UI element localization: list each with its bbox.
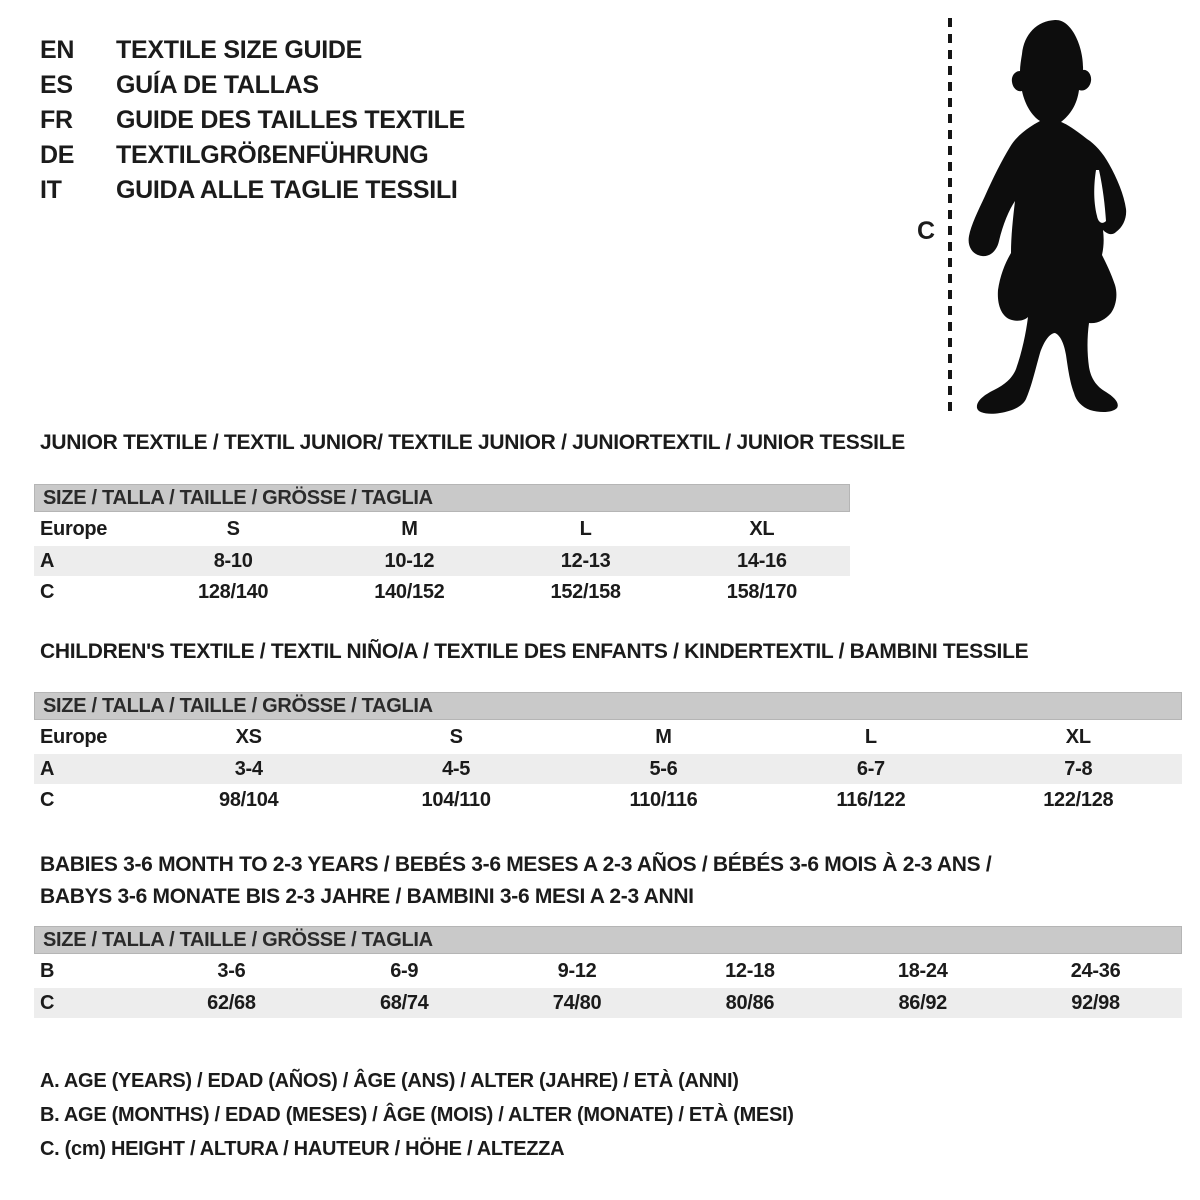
table-cell: 12-18 [725, 959, 775, 982]
table-cell: 3-6 [217, 959, 246, 982]
table-cell: 140/152 [374, 580, 445, 603]
table-cell: 116/122 [836, 788, 906, 811]
row-label: A [40, 549, 55, 572]
junior-size-table [34, 484, 850, 608]
lang-label: GUIDA ALLE TAGLIE TESSILI [116, 176, 458, 204]
row-label: C [40, 580, 55, 603]
table-cell: 98/104 [219, 788, 279, 811]
table-cell: 9-12 [557, 959, 597, 982]
table-cell: 10-12 [384, 549, 435, 572]
row-label: A [40, 757, 55, 780]
table-cell: 122/128 [1043, 788, 1114, 811]
table-cell: 92/98 [1071, 991, 1120, 1014]
table-cell: 14-16 [737, 549, 787, 572]
table-cell: 62/68 [207, 991, 256, 1014]
table-row [34, 754, 1182, 784]
table-cell: 128/140 [198, 580, 269, 603]
table-cell: 4-5 [442, 757, 471, 780]
measure-legend [40, 1064, 794, 1166]
lang-label: TEXTILE SIZE GUIDE [116, 36, 363, 64]
table-cell: 6-7 [856, 757, 885, 780]
table-cell: 6-9 [390, 959, 419, 982]
table-cell: 12-13 [560, 549, 611, 572]
legend-line-b: B. AGE (MONTHS) / EDAD (MESES) / ÂGE (MOIS) / ALTER (MONATE) / ETÀ (MESI) [40, 1104, 794, 1126]
table-row [34, 784, 1182, 816]
language-title-list [40, 33, 465, 208]
column-header: M [401, 517, 418, 540]
babies-section-title [40, 849, 1040, 913]
lang-code: EN [40, 36, 75, 64]
row-label: C [40, 991, 55, 1014]
table-cell: 74/80 [552, 991, 602, 1014]
column-header: L [579, 517, 592, 540]
children-section-title: CHILDREN'S TEXTILE / TEXTIL NIÑO/A / TEXTILE DES ENFANTS / KINDERTEXTIL / BAMBINI TESSILE [40, 640, 1029, 663]
table-cell: 3-4 [234, 757, 263, 780]
lang-code: ES [40, 71, 73, 99]
table-row [34, 720, 1182, 754]
table-cell: 24-36 [1070, 959, 1121, 982]
lang-label: GUIDE DES TAILLES TEXTILE [116, 106, 466, 134]
column-header: L [864, 725, 877, 748]
lang-code: FR [40, 106, 73, 134]
table-cell: 86/92 [898, 991, 948, 1014]
table-row [34, 546, 850, 576]
size-header-bar: SIZE / TALLA / TAILLE / GRÖSSE / TAGLIA [34, 484, 850, 512]
lang-code: IT [40, 176, 62, 204]
row-label: Europe [40, 725, 108, 748]
legend-line-c: C. (cm) HEIGHT / ALTURA / HAUTEUR / HÖHE / ALTEZZA [40, 1138, 565, 1160]
table-row [34, 988, 1182, 1018]
junior-section-title: JUNIOR TEXTILE / TEXTIL JUNIOR/ TEXTILE JUNIOR / JUNIORTEXTIL / JUNIOR TESSILE [40, 431, 905, 454]
lang-label: GUÍA DE TALLAS [116, 71, 319, 99]
height-dashed-line [948, 18, 952, 414]
column-header: XL [749, 517, 775, 540]
babies-size-table [34, 926, 1182, 1018]
column-header: XS [235, 725, 262, 748]
table-cell: 158/170 [726, 580, 797, 603]
children-size-table [34, 692, 1182, 816]
table-row [34, 954, 1182, 988]
table-row [34, 512, 850, 546]
table-cell: 152/158 [550, 580, 621, 603]
toddler-silhouette-icon [964, 18, 1136, 418]
legend-line-a: A. AGE (YEARS) / EDAD (AÑOS) / ÂGE (ANS) / ALTER (JAHRE) / ETÀ (ANNI) [40, 1070, 739, 1092]
table-cell: 8-10 [213, 549, 253, 572]
row-label: Europe [40, 517, 108, 540]
column-header: XL [1065, 725, 1091, 748]
table-cell: 18-24 [897, 959, 948, 982]
height-measure-label: C [917, 217, 935, 245]
row-label: C [40, 788, 55, 811]
size-header-bar: SIZE / TALLA / TAILLE / GRÖSSE / TAGLIA [34, 692, 1182, 720]
table-cell: 7-8 [1064, 757, 1093, 780]
table-cell: 104/110 [421, 788, 491, 811]
column-header: M [655, 725, 672, 748]
table-row [34, 576, 850, 608]
table-cell: 110/116 [629, 788, 698, 811]
babies-title-line1: BABIES 3-6 MONTH TO 2-3 YEARS / BEBÉS 3-6 MESES A 2-3 AÑOS / BÉBÉS 3-6 MOIS À 2-3 ANS / [40, 853, 992, 876]
row-label: B [40, 959, 55, 982]
column-header: S [449, 725, 463, 748]
table-cell: 5-6 [649, 757, 678, 780]
size-header-bar: SIZE / TALLA / TAILLE / GRÖSSE / TAGLIA [34, 926, 1182, 954]
babies-title-line2: BABYS 3-6 MONATE BIS 2-3 JAHRE / BAMBINI 3-6 MESI A 2-3 ANNI [40, 885, 694, 908]
lang-code: DE [40, 141, 75, 169]
table-cell: 68/74 [379, 991, 429, 1014]
lang-label: TEXTILGRÖßENFÜHRUNG [116, 141, 429, 169]
column-header: S [226, 517, 240, 540]
table-cell: 80/86 [725, 991, 775, 1014]
